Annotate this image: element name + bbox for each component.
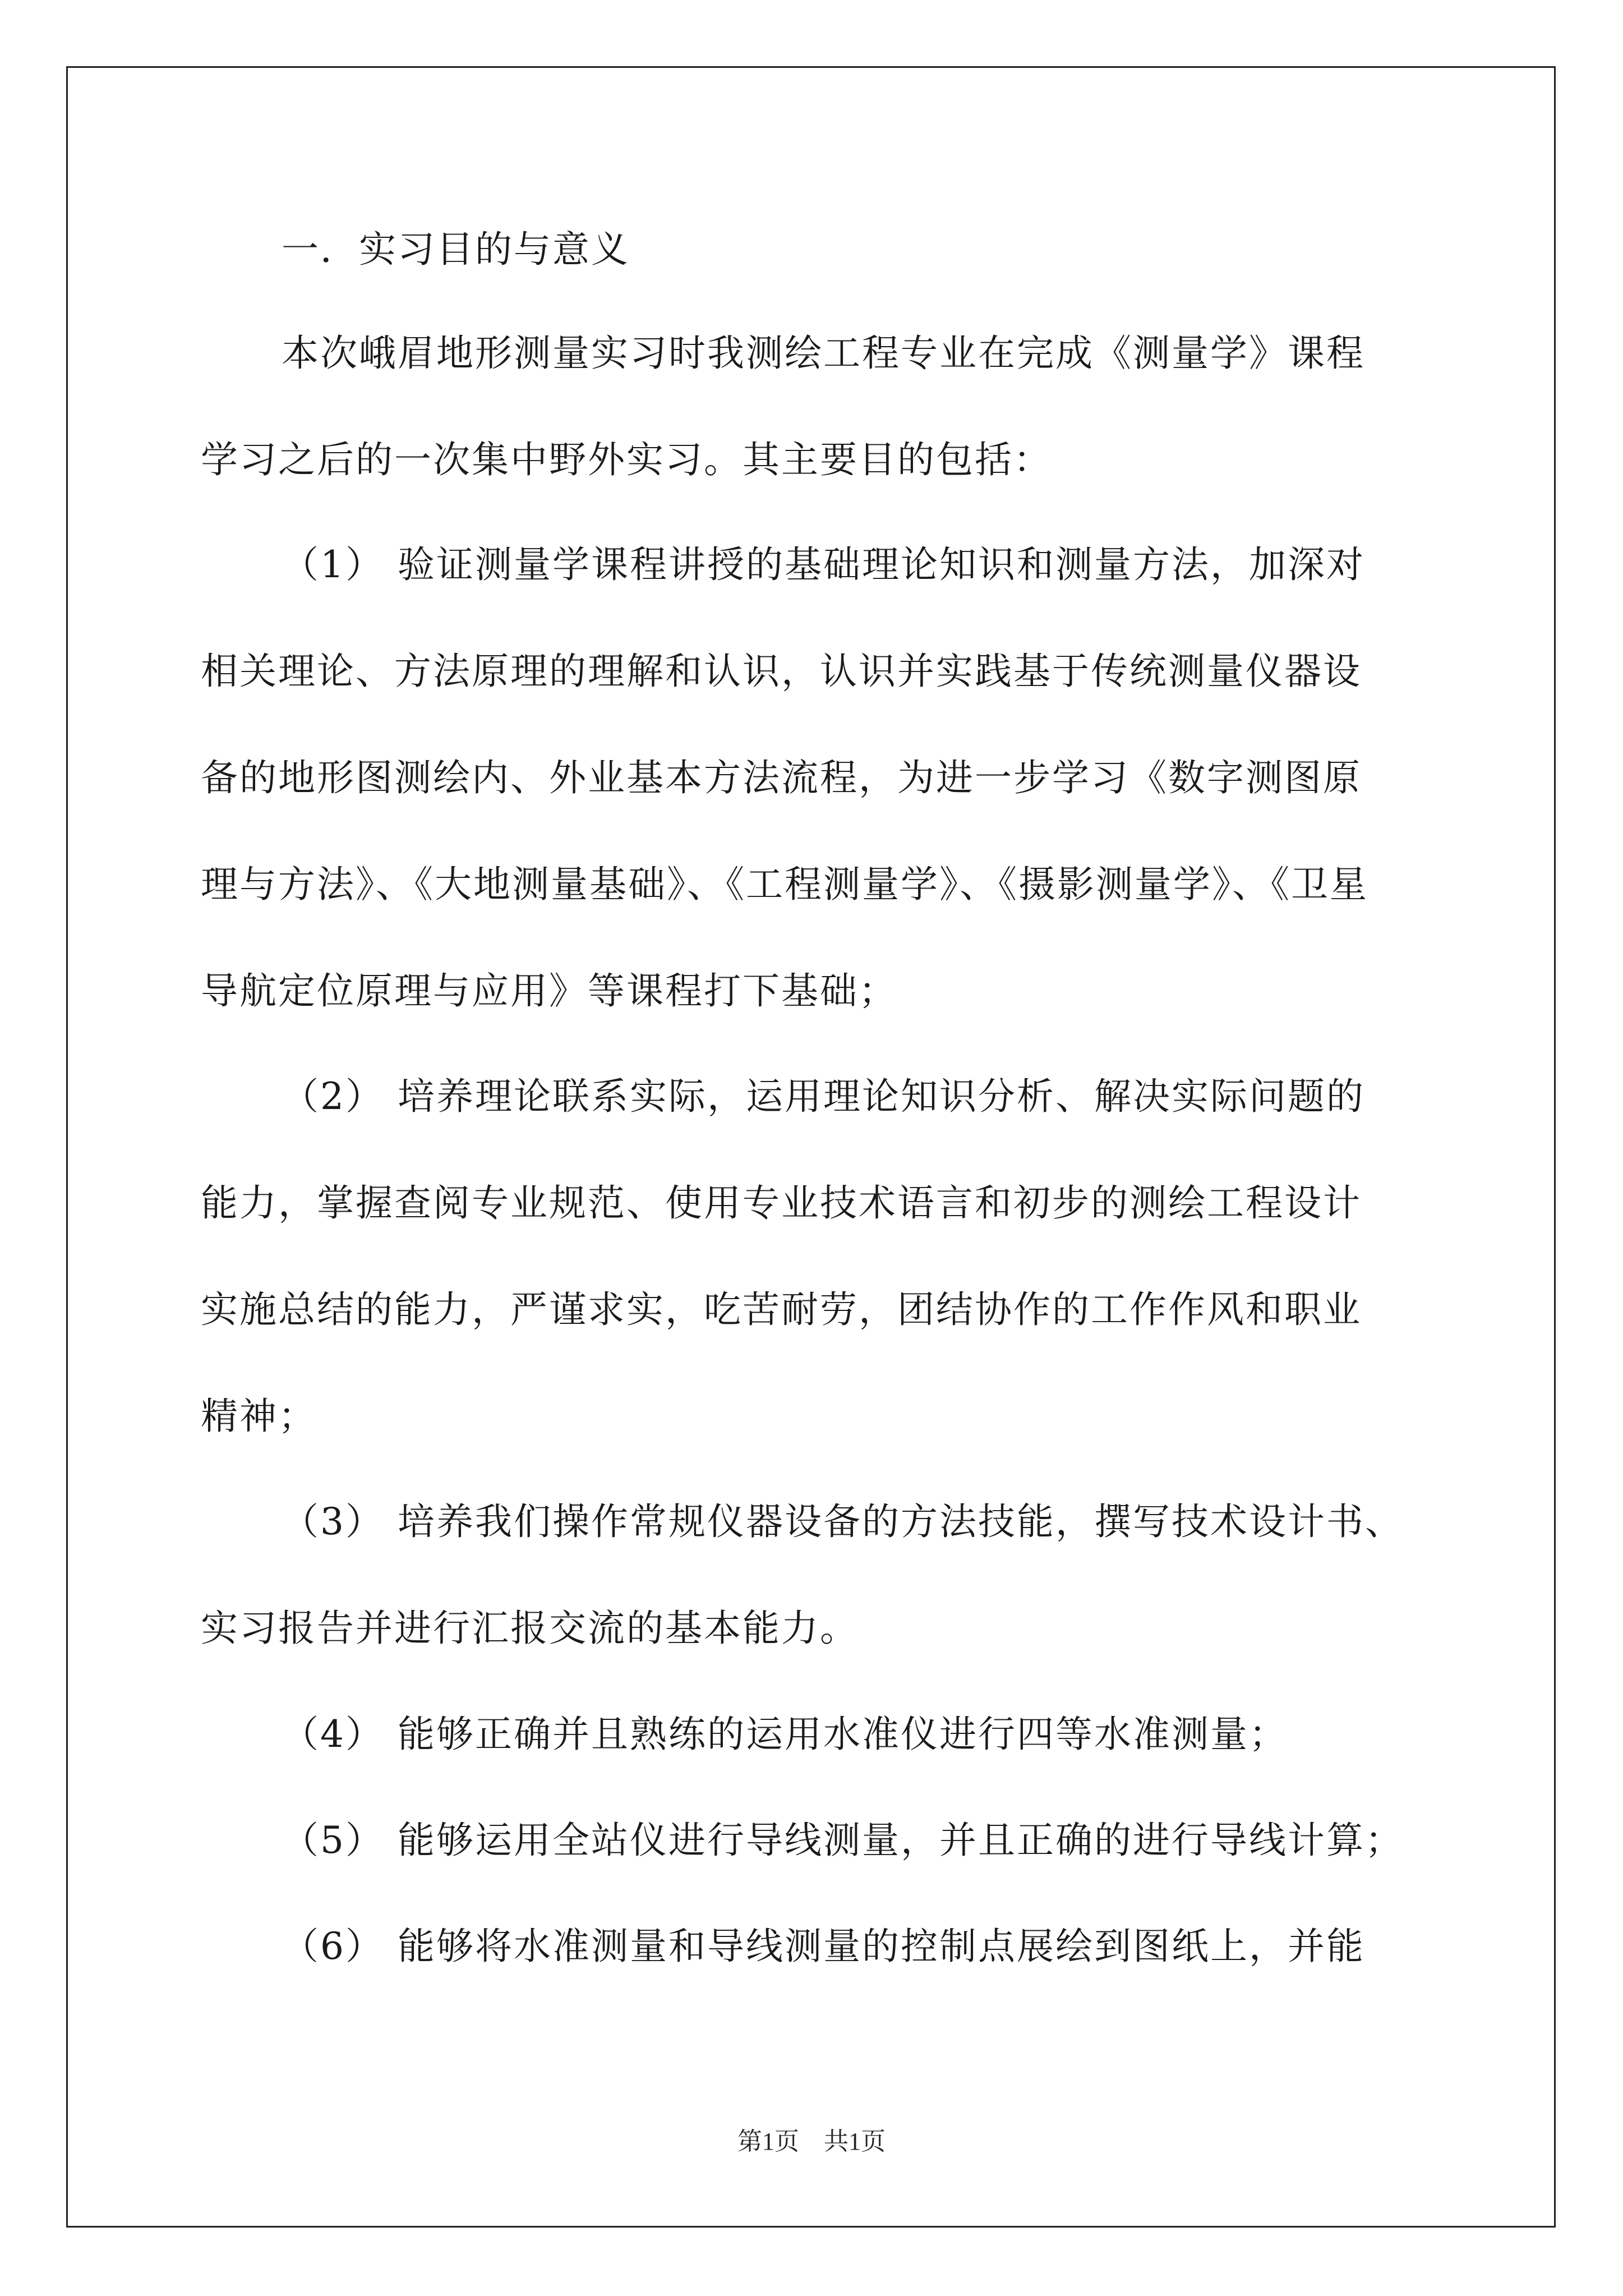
paragraph-line: （1） 验证测量学课程讲授的基础理论知识和测量方法，加深对: [282, 543, 1365, 586]
paragraph-line: 导航定位原理与应用》等课程打下基础；: [201, 969, 897, 1013]
paragraph-line: （3） 培养我们操作常规仪器设备的方法技能，撰写技术设计书、: [282, 1500, 1404, 1543]
paragraph-line: （2） 培养理论联系实际，运用理论知识分析、解决实际问题的: [282, 1075, 1365, 1118]
paragraph-line: （4） 能够正确并且熟练的运用水准仪进行四等水准测量；: [282, 1713, 1288, 1756]
paragraph-line: 实习报告并进行汇报交流的基本能力。: [201, 1607, 859, 1650]
paragraph-line: （5） 能够运用全站仪进行导线测量，并且正确的进行导线计算；: [282, 1819, 1404, 1862]
paragraph-line: （6） 能够将水准测量和导线测量的控制点展绘到图纸上，并能: [282, 1925, 1365, 1968]
paragraph-line: 能力，掌握查阅专业规范、使用专业技术语言和初步的测绘工程设计: [201, 1181, 1362, 1225]
paragraph-line: 备的地形图测绘内、外业基本方法流程，为进一步学习《数字测图原: [201, 756, 1362, 799]
paragraph-line: 实施总结的能力，严谨求实，吃苦耐劳，团结协作的工作作风和职业: [201, 1288, 1362, 1331]
page-number-footer: 第1页 共1页: [737, 2128, 886, 2155]
paragraph-line: 本次峨眉地形测量实习时我测绘工程专业在完成《测量学》课程: [282, 332, 1365, 375]
paragraph-line: 相关理论、方法原理的理解和认识，认识并实践基于传统测量仪器设: [201, 650, 1362, 693]
section-heading: 一．实习目的与意义: [282, 228, 630, 271]
paragraph-line: 理与方法》、《大地测量基础》、《工程测量学》、《摄影测量学》、《卫星: [201, 863, 1368, 906]
paragraph-line: 学习之后的一次集中野外实习。其主要目的包括：: [201, 438, 1052, 481]
paragraph-line: 精神；: [201, 1395, 317, 1438]
